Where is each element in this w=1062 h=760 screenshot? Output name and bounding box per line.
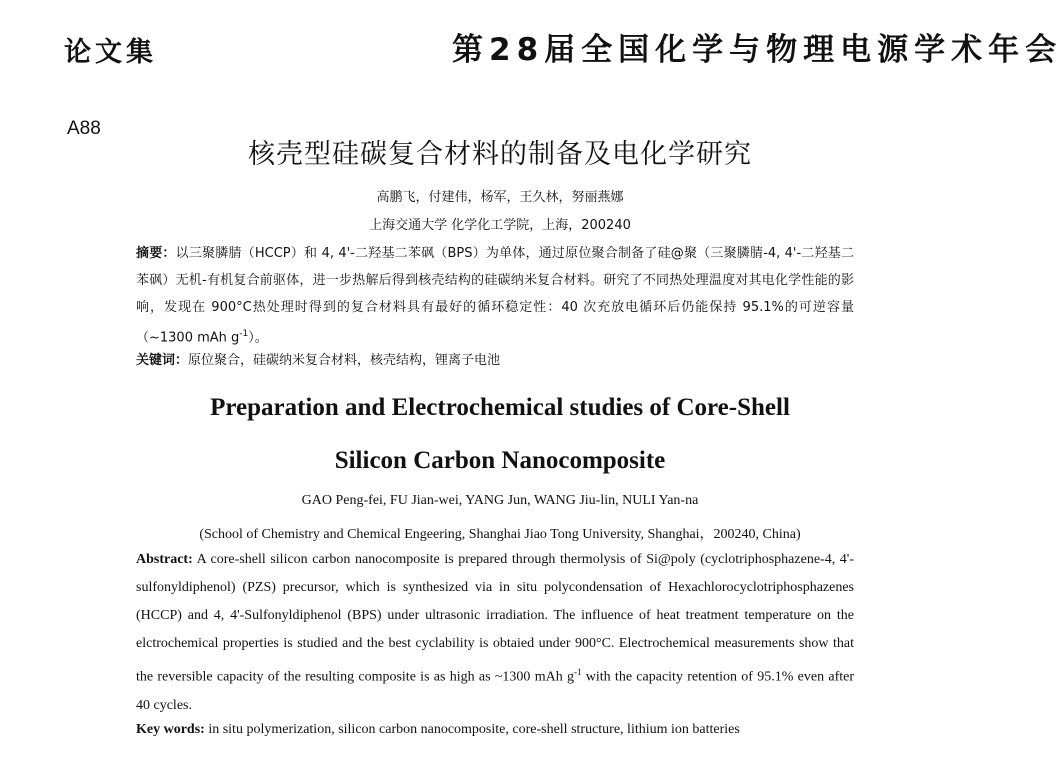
chinese-abstract-superscript: -1 [239,329,249,339]
english-title-line-1: Preparation and Electrochemical studies of Core-Shell [210,394,790,421]
chinese-keywords-label: 关键词： [136,353,189,368]
chinese-affiliation: 上海交通大学 化学化工学院，上海，200240 [369,218,631,233]
chinese-abstract-text: 以三聚膦腈（HCCP）和 4, 4'-二羟基二苯砜（BPS）为单体，通过原位聚合制备了硅@聚（三聚膦腈-4, 4'-二羟基二苯砜）无机-有机复合前驱体，进一步热解后得到核壳结构的硅碳纳米复合材料。研究了不同热处理温度对其电化学性能的影响，发现在 900°C热处理时得到的复合材料具有最好的循环稳定性：40 次充放电循环后仍能保持 95.1%的可逆容量（~1300 mAh g [136,246,854,346]
english-keywords [136,722,740,738]
chinese-abstract-end: ）。 [248,330,268,346]
english-abstract [136,546,854,720]
page-code: A88 [67,118,101,139]
english-abstract-end: with the capacity retention of 95.1% even after 40 cycles. [136,669,854,713]
english-authors: GAO Peng-fei, FU Jian-wei, YANG Jun, WANG Jiu-lin, NULI Yan-na [301,493,699,508]
chinese-abstract [136,240,854,351]
chinese-title: 核壳型硅碳复合材料的制备及电化学研究 [248,139,752,170]
chinese-keywords-text: 原位聚合，硅碳纳米复合材料，核壳结构，锂离子电池 [188,353,501,368]
english-abstract-superscript: -1 [573,667,582,677]
english-abstract-text: A core-shell silicon carbon nanocomposite is prepared through thermolysis of Si@poly (cyclotriphosphazene-4, 4'-sulfonyldiphenol) (PZS) precursor, which is synthesized via in situ polycondensation of Hexachlorocyclotriphosphazenes (HCCP) and 4, 4'-Sulfonyldiphenol (BPS) under ultrasonic irradiation. The influence of heat treatment temperature on the elctrochemical properties is studied and the best cyclability is obtaied under 900°C. Electrochemical measurements show that the reversible capacity of the resulting composite is as high as ~1300 mAh g [136,552,854,685]
chinese-abstract-label: 摘要： [136,246,176,261]
english-keywords-label: Key words: [136,722,205,737]
chinese-authors: 高鹏飞，付建伟，杨军，王久林，努丽燕娜 [376,190,624,205]
english-affiliation: (School of Chemistry and Chemical Engeering, Shanghai Jiao Tong University, Shanghai，200240, China) [199,527,801,542]
english-title-line-2: Silicon Carbon Nanocomposite [334,447,666,474]
chinese-keywords [136,349,500,368]
english-abstract-label: Abstract: [136,552,193,567]
proceedings-label: 论文集 [64,37,157,68]
english-keywords-text: in situ polymerization, silicon carbon nanocomposite, core-shell structure, lithium ion batteries [204,722,740,737]
conference-title: 第28届全国化学与物理电源学术年会 [452,32,1062,68]
